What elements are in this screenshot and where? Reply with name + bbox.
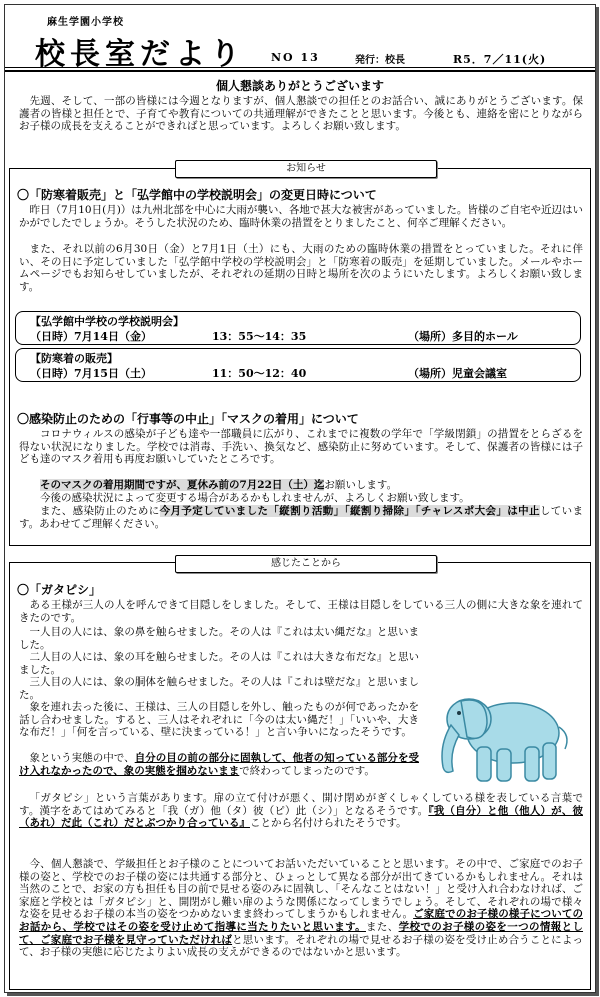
event-time: 11：50～12：40 — [212, 367, 307, 380]
topic1-paragraph-1: 昨日（7月10日(月)）は九州北部を中心に大雨が襲い、各地で甚大な被害があっていました。皆様のご自宅や近辺はいかがでしたでしょうか。そうした状況のため、臨時休業の措置をとりましたこと、何卒ご理解ください。 — [19, 204, 583, 229]
newsletter-header — [5, 5, 595, 72]
topic2-paragraph-4: また、感染防止のために今月予定していました「縦割り活動」「縦割り掃除」「チャレスポ大会」は中止しています。あわせてご理解ください。 — [19, 505, 584, 530]
newsletter-title: 校長室だより — [35, 37, 245, 72]
event-title: 【防寒着の販売】 — [30, 352, 118, 365]
issuer: 発行：校長 — [355, 55, 405, 66]
event-place: （場所）児童会議室 — [408, 367, 507, 380]
intro-body: 先週、そして、一部の皆様には今週となりますが、個人懇談での担任とのお話合い、誠にありがとうございます。保護者の皆様と担任とで、子育てや教育についての共通理解ができたことと思います。今後とも、連絡を密にとりながらお子様の成長を支えることができればと思っています。よろしくお願い致します。 — [19, 95, 583, 133]
issue-date: R5．7／11(火) — [453, 53, 547, 66]
closing-underline-2: 学校でのお子様の姿を一つの情報として、ご家庭でお子様を見守っていただければ — [19, 920, 584, 946]
closing-underline-1: ご家庭でのお子様の様子についてのお話から、学校ではその姿を受け止めて指導に当たりたいと思います。 — [19, 908, 583, 933]
story-person-2: 二人目の人には、象の耳を触らせました。その人は『これは大きな布だな』と思いました。 — [19, 651, 419, 676]
event-place: （場所）多目的ホール — [408, 330, 518, 343]
school-name: 麻生学園小学校 — [47, 17, 124, 28]
topic2-paragraph-2: そのマスクの着用期間ですが、夏休み前の7月22日（土）迄お願いします。 — [40, 479, 398, 491]
gatapishi-heading: 〇「ガタピシ」 — [17, 583, 102, 597]
event-time: 13：55～14：35 — [212, 330, 307, 343]
cancelled-events-highlight: 今月予定していました「縦割り活動」「縦割り掃除」「チャレスポ大会」は中止 — [159, 505, 540, 517]
gatapishi-explanation: 「ガタピシ」という言葉があります。扉の立て付けが悪く、開け閉めがぎくしゃくしている様を表している言葉です。漢字をあてはめてみると「我（ガ）他（タ）彼（ピ）此（シ）」となるそうです。『我（自分）と他（他人）が、彼（あれ）だ此（これ）だとぶつかり合っている』ことから名付けられたそうです。 — [19, 792, 583, 830]
lesson-underline: 自分の目の前の部分に固執して、他者の知っている部分を受け入れなかったので、象の実態を掴めないまま — [19, 752, 419, 777]
intro-heading: 個人懇談ありがとうございます — [215, 79, 384, 93]
topic-cold-clothes-heading: 〇「防寒着販売」と「弘学館中の学校説明会」の変更日時について — [17, 188, 377, 202]
topic2-paragraph-3: 今後の感染状況によって変更する場合があるかもしれませんが、よろしくお願い致します。 — [40, 492, 470, 504]
event-date: （日時）7月15日（土） — [30, 367, 152, 380]
header-rule — [5, 67, 595, 72]
story-person-3: 三人目の人には、象の胴体を触らせました。その人は『これは壁だな』と思いました。 — [19, 676, 419, 701]
event-box-school-briefing — [15, 311, 581, 345]
topic2-paragraph-1: コロナウィルスの感染が子ども達や一部職員に広がり、これまでに複数の学年で「学級閉鎖」の措置をとらざるを得ない状況になりました。学校では消毒、手洗い、換気など、感染防止に努めています。そして、保護者の皆様には子ども達のマスク着用も再度お願いしていたところです。 — [19, 428, 583, 466]
topic-infection-heading: 〇感染防止のための「行事等の中止」「マスクの着用」について — [17, 412, 359, 426]
story-after: 象を連れ去った後に、王様は、三人の目隠しを外し、触ったものが何であったかを話し合わせました。すると、三人はそれぞれに「今のは太い縄だ！」「いいや、大きな布だ！」「何を言っている、壁に決まっている！」と言い争いになったそうです。 — [19, 701, 419, 739]
topic1-paragraph-2: また、それ以前の6月30日（金）と7月1日（土）にも、大雨のための臨時休業の措置をとっていました。それに伴い、その日に予定していました「弘学館中学校の学校説明会」と「防寒着の販売」を延期していました。メールやホームページでもお知らせしていましたが、それぞれの延期の日時と場所を次のようにいたします。よろしくお願い致します。 — [19, 243, 583, 293]
closing-paragraph: 今、個人懇談で、学級担任とお子様のことについてお話いただいていることと思います。その中で、ご家庭でのお子様の姿と、学校でのお子様の姿には共通する部分と、ひょっとして異なる部分が出てきているかもしれません。それは当然のことで、お家の方も担任も目の前で見せる姿のみに固執し、「そんなことはない！」と受け入れ合わなければ、ご家庭と学校とは「ガタピシ」と、開閉がし難い扉のような関係になってしまうでしょう。そして、それぞれの場で様々な姿を見せるお子様の本当の姿をつかめないまま終わってしまうかもしれません。ご家庭でのお子様の様子についてのお話から、学校ではその姿を受け止めて指導に当たりたいと思います。また、学校でのお子様の姿を一つの情報として、ご家庭でお子様を見守っていただければと思います。それぞれの場で見せるお子様の姿を受け止め合うことによって、お子様の実態に応じたよりよい成長の支えができるのではないかと思います。 — [19, 858, 584, 959]
gatapishi-underline: 『我（自分）と他（他人）が、彼（あれ）だ此（これ）だとぶつかり合っている』 — [19, 804, 583, 830]
notice-label: お知らせ — [175, 160, 437, 178]
mask-period-highlight: そのマスクの着用期間ですが、夏休み前の7月22日（土）迄 — [40, 479, 325, 491]
event-date: （日時）7月14日（金） — [30, 330, 152, 343]
story-lesson: 象という実態の中で、自分の目の前の部分に固執して、他者の知っている部分を受け入れなかったので、象の実態を掴めないままで終わってしまったのです。 — [19, 752, 419, 777]
story-intro: ある王様が三人の人を呼んできて目隠しをしました。そして、王様は目隠しをしている三人の側に大きな象を連れてきたのです。 — [19, 599, 583, 624]
reflection-label: 感じたことから — [175, 555, 437, 573]
story-person-1: 一人目の人には、象の鼻を触らせました。その人は『これは太い縄だな』と思いました。 — [19, 626, 419, 651]
issue-number: NO 13 — [271, 51, 320, 64]
newsletter-page — [4, 4, 596, 993]
event-title: 【弘学館中学校の学校説明会】 — [30, 315, 184, 328]
elephant-illustration — [425, 681, 575, 791]
event-box-clothes-sale — [15, 348, 581, 382]
